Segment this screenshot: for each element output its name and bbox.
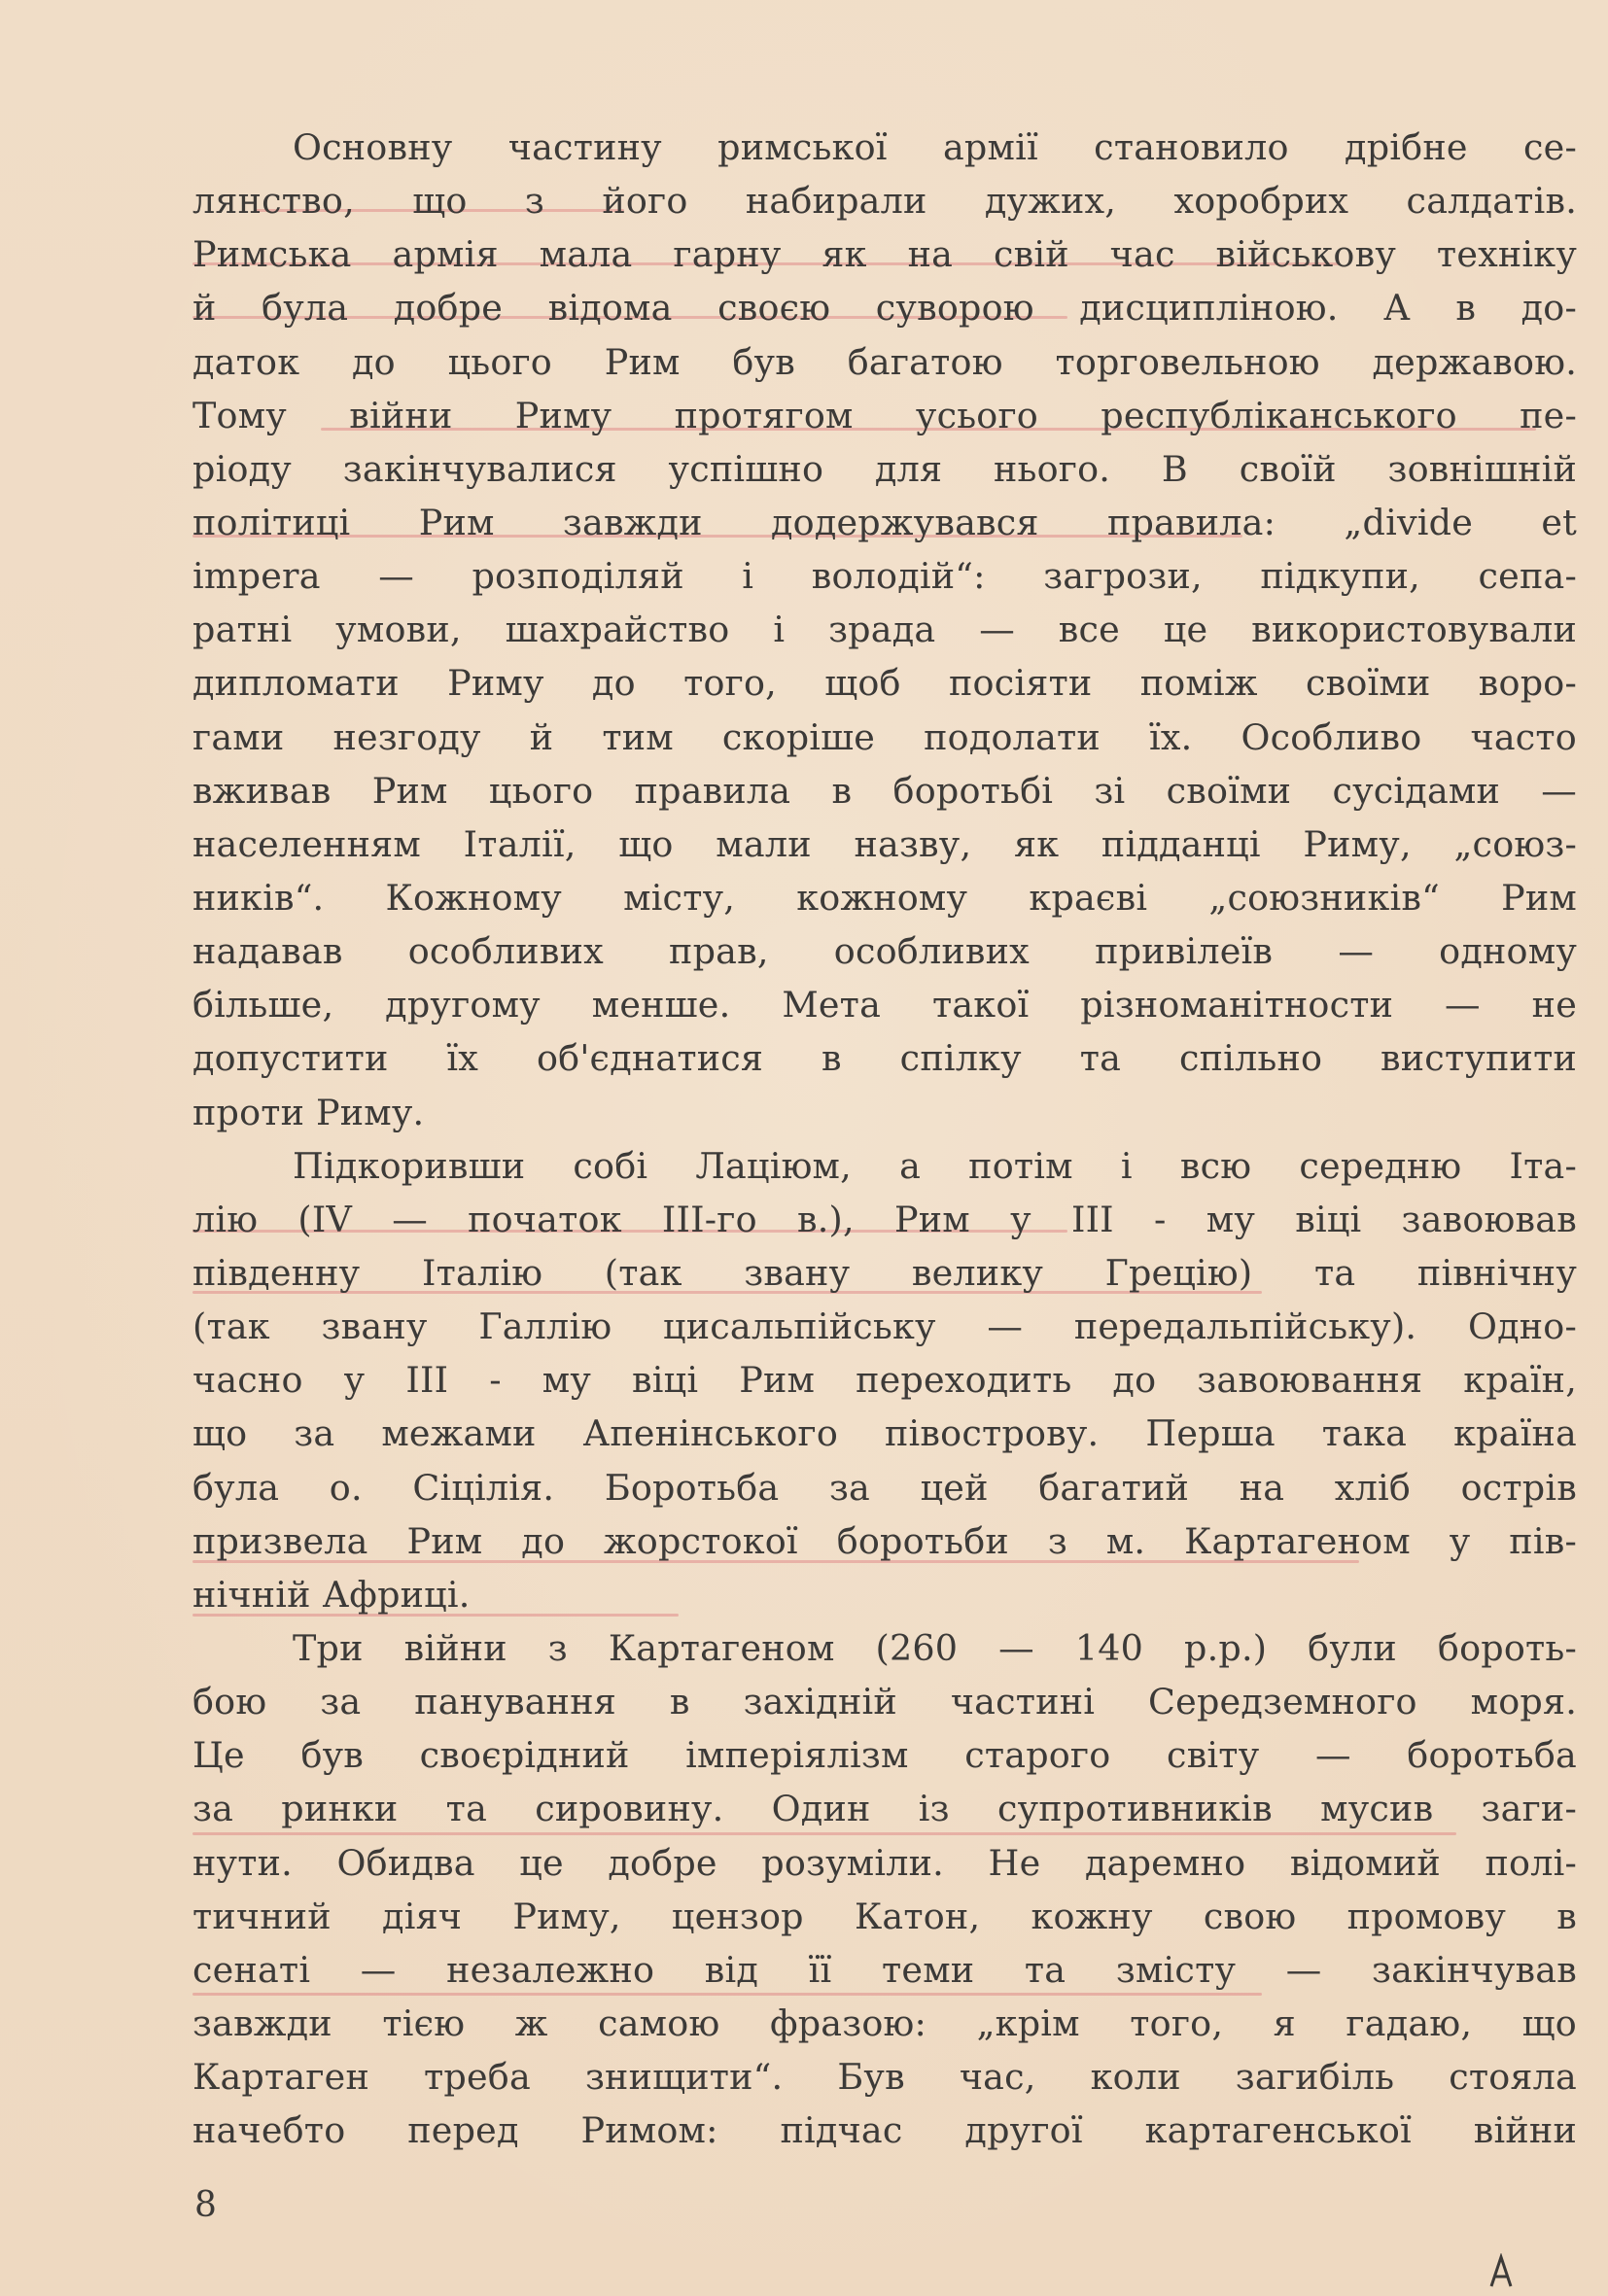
text-line: Римська армія мала гарну як на свій час військову техніку	[192, 233, 1577, 276]
text-line: начебто перед Римом: підчас другої картагенської війни	[192, 2109, 1577, 2152]
text-line: була о. Сіцілія. Боротьба за цей багатий на хліб острів	[192, 1466, 1577, 1509]
text-line: й була добре відома своєю суворою дисципліною. А в до-	[192, 287, 1577, 330]
text-line: що за межами Апенінського півострову. Перша така країна	[192, 1412, 1577, 1455]
text-line: impera — розподіляй і володій“: загрози, підкупи, сепа-	[192, 555, 1577, 598]
text-line: часно у III - му віці Рим переходить до завоювання країн,	[192, 1359, 1577, 1402]
text-line: дипломати Риму до того, щоб посіяти поміж своїми воро-	[192, 662, 1577, 705]
text-line: більше, другому менше. Мета такої різноманітности — не	[192, 984, 1577, 1026]
ink-mark-icon	[1487, 2253, 1517, 2288]
text-line: за ринки та сировину. Один із супротивників мусив заги-	[192, 1788, 1577, 1830]
text-line: сенаті — незалежно від її теми та змісту — закінчував	[192, 1948, 1577, 1991]
text-line: тичний діяч Риму, цензор Катон, кожну свою промову в	[192, 1895, 1577, 1937]
text-line: лію (IV — початок III-го в.), Рим у III - му віці завоював	[192, 1198, 1577, 1240]
text-line: призвела Рим до жорстокої боротьби з м. Картагеном у пів-	[192, 1519, 1577, 1562]
text-line: політиці Рим завжди додержувався правила: „divide et	[192, 501, 1577, 543]
text-line: Тому війни Риму протягом усього республіканського пе-	[192, 394, 1577, 436]
text-line: ників“. Кожному місту, кожному краєві „союзників“ Рим	[192, 876, 1577, 919]
text-line: Підкоривши собі Лаціюм, а потім і всю середню Іта-	[293, 1144, 1577, 1187]
body-text	[192, 121, 1577, 2157]
text-line: нічній Африці.	[192, 1573, 471, 1616]
text-line: ратні умови, шахрайство і зрада — все це використовували	[192, 609, 1577, 651]
text-line: Це був своєрідний імперіялізм старого світу — боротьба	[192, 1734, 1577, 1777]
text-line: нути. Обидва це добре розуміли. Не даремно відомий полі-	[192, 1841, 1577, 1884]
text-line: Картаген треба знищити“. Був час, коли загибіль стояла	[192, 2056, 1577, 2099]
text-line: населенням Італії, що мали назву, як підданці Риму, „союз-	[192, 822, 1577, 865]
text-line: (так звану Галлію цисальпійську — передальпійську). Одно-	[192, 1305, 1577, 1348]
text-line: вживав Рим цього правила в боротьбі зі своїми сусідами —	[192, 769, 1577, 812]
text-line: проти Риму.	[192, 1091, 425, 1133]
text-line: допустити їх об'єднатися в спілку та спільно виступити	[192, 1037, 1577, 1080]
page-number: 8	[194, 2185, 217, 2225]
text-line: надавав особливих прав, особливих привілеїв — одному	[192, 930, 1577, 973]
text-line: ріоду закінчувалися успішно для нього. В своїй зовнішній	[192, 447, 1577, 490]
text-line: завжди тією ж самою фразою: „крім того, я гадаю, що	[192, 2001, 1577, 2044]
text-line: бою за панування в західній частині Середземного моря.	[192, 1681, 1577, 1723]
text-line: Основну частину римської армії становило дрібне се-	[293, 126, 1577, 168]
text-line: південну Італію (так звану велику Грецію) та північну	[192, 1251, 1577, 1294]
text-line: лянство, що з його набирали дужих, хоробрих салдатів.	[192, 180, 1577, 223]
text-line: гами незгоду й тим скоріше подолати їх. Особливо часто	[192, 715, 1577, 758]
text-line: Три війни з Картагеном (260 — 140 р.р.) були бороть-	[293, 1626, 1577, 1669]
text-line: даток до цього Рим був багатою торговельною державою.	[192, 340, 1577, 383]
